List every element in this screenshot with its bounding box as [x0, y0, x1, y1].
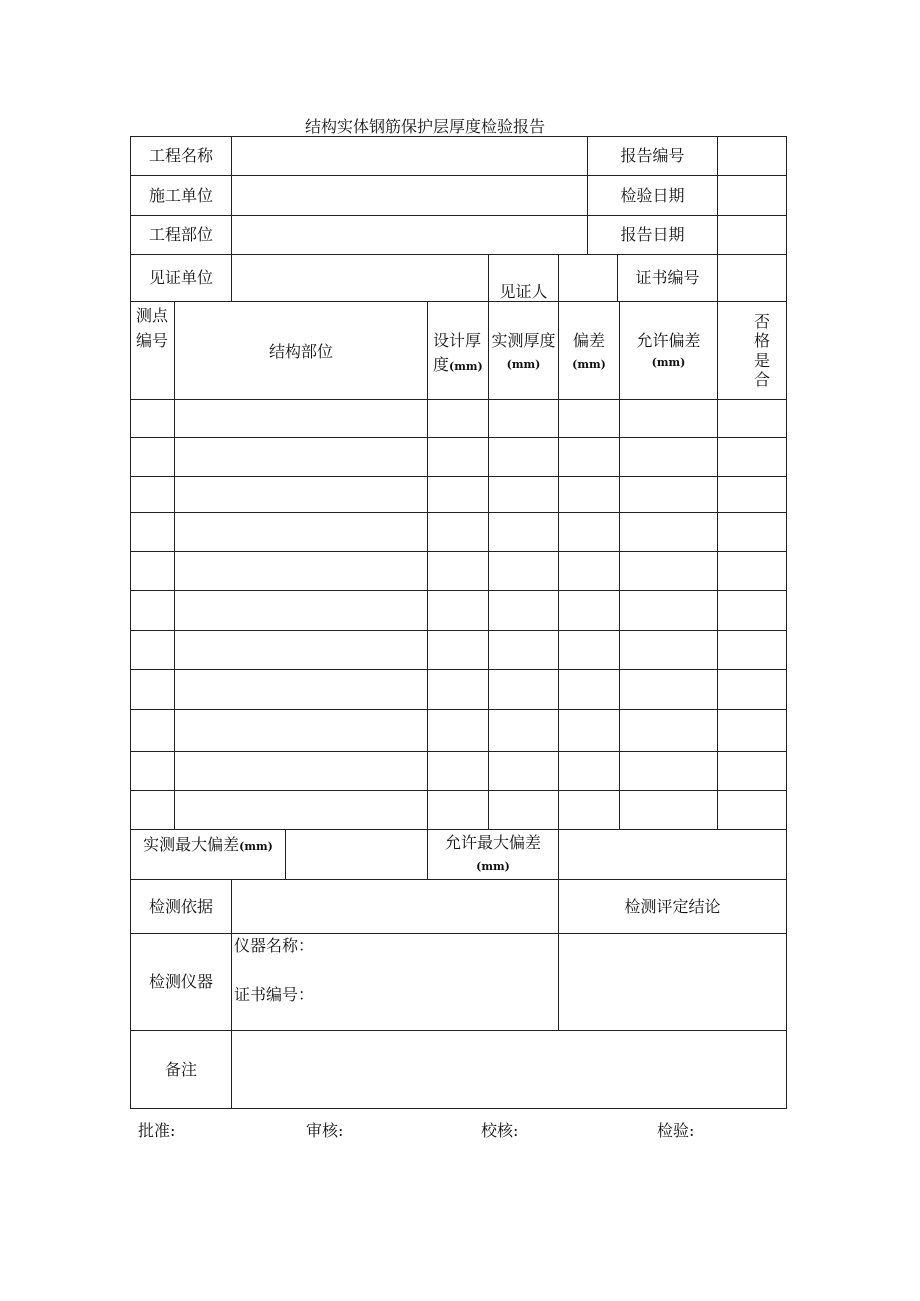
- pass-header-3: 是: [753, 351, 770, 370]
- pass-header-4: 合: [753, 370, 770, 389]
- deviation-header: 偏差: [572, 331, 605, 350]
- col-divider: [717, 301, 718, 830]
- footer-check: 校核:: [481, 1121, 519, 1140]
- measured-header: 实测厚度: [491, 331, 556, 350]
- instrument-name-label: 仪器名称：: [234, 936, 315, 955]
- summary-bottom: [130, 879, 787, 880]
- design-header-2: [433, 355, 483, 374]
- part-header: 结构部位: [268, 342, 333, 361]
- table-row: [130, 551, 787, 552]
- point-no-header-1: 测点: [136, 306, 169, 325]
- col-divider: [427, 301, 428, 830]
- footer-approve: 批准:: [138, 1121, 176, 1140]
- allowed-header: 允许偏差: [636, 331, 701, 350]
- col-divider: [558, 254, 559, 302]
- col-divider: [558, 829, 559, 880]
- col-divider: [717, 136, 718, 302]
- form-border-right: [786, 136, 787, 1109]
- col-divider: [558, 301, 559, 830]
- design-header-1: 设计厚: [433, 331, 482, 350]
- col-divider: [488, 301, 489, 830]
- table-row: [130, 709, 787, 710]
- row-divider: [130, 254, 787, 255]
- max-measured-unit: (mm): [239, 840, 273, 853]
- table-bottom: [130, 829, 787, 830]
- max-measured-text: 实测最大偏差: [143, 835, 240, 854]
- page-title: 结构实体钢筋保护层厚度检验报告: [304, 117, 545, 136]
- design-header-text: 度: [433, 355, 450, 374]
- table-row: [130, 630, 787, 631]
- instrument-bottom: [130, 1030, 787, 1031]
- witness-unit-label: 见证单位: [148, 268, 213, 287]
- design-unit: (mm): [449, 360, 483, 373]
- test-date-label: 检验日期: [620, 186, 685, 205]
- report-no-label: 报告编号: [620, 146, 685, 165]
- table-row: [130, 590, 787, 591]
- basis-label: 检测依据: [148, 897, 213, 916]
- pass-header-1: 否: [753, 312, 770, 331]
- footer-inspect: 检验:: [657, 1121, 695, 1140]
- point-no-header-2: 编号: [136, 331, 169, 350]
- table-row: [130, 751, 787, 752]
- table-row: [130, 476, 787, 477]
- cert-no-label: 证书编号: [635, 268, 700, 287]
- col-divider: [231, 879, 232, 1109]
- pass-header-2: 格: [753, 331, 770, 350]
- project-part-label: 工程部位: [148, 225, 213, 244]
- witness-label: 见证人: [499, 282, 548, 301]
- basis-bottom: [130, 933, 787, 934]
- table-row: [130, 437, 787, 438]
- measured-unit: (mm): [506, 358, 541, 371]
- max-measured-label: [131, 835, 285, 854]
- footer-review: 审核:: [306, 1121, 344, 1140]
- form-border-top: [130, 136, 787, 137]
- contractor-label: 施工单位: [148, 186, 213, 205]
- table-row: [130, 790, 787, 791]
- instrument-cert-label: 证书编号：: [234, 985, 315, 1004]
- max-allowed-unit: (mm): [476, 860, 510, 873]
- project-name-label: 工程名称: [148, 146, 213, 165]
- table-header-bottom: [130, 399, 787, 400]
- table-row: [130, 669, 787, 670]
- col-divider: [174, 301, 175, 830]
- row-divider: [130, 301, 787, 302]
- deviation-unit: (mm): [572, 358, 606, 371]
- row-divider: [130, 215, 787, 216]
- instrument-label: 检测仪器: [148, 972, 213, 991]
- max-allowed-label: 允许最大偏差: [444, 833, 541, 852]
- col-divider: [619, 301, 620, 830]
- row-divider: [130, 175, 787, 176]
- col-divider: [285, 829, 286, 880]
- report-date-label: 报告日期: [620, 225, 685, 244]
- allowed-unit: (mm): [651, 356, 686, 369]
- remark-label: 备注: [164, 1060, 197, 1079]
- col-divider: [231, 136, 232, 302]
- form-border-bottom: [130, 1108, 787, 1109]
- table-row: [130, 512, 787, 513]
- conclusion-label: 检测评定结论: [624, 897, 721, 916]
